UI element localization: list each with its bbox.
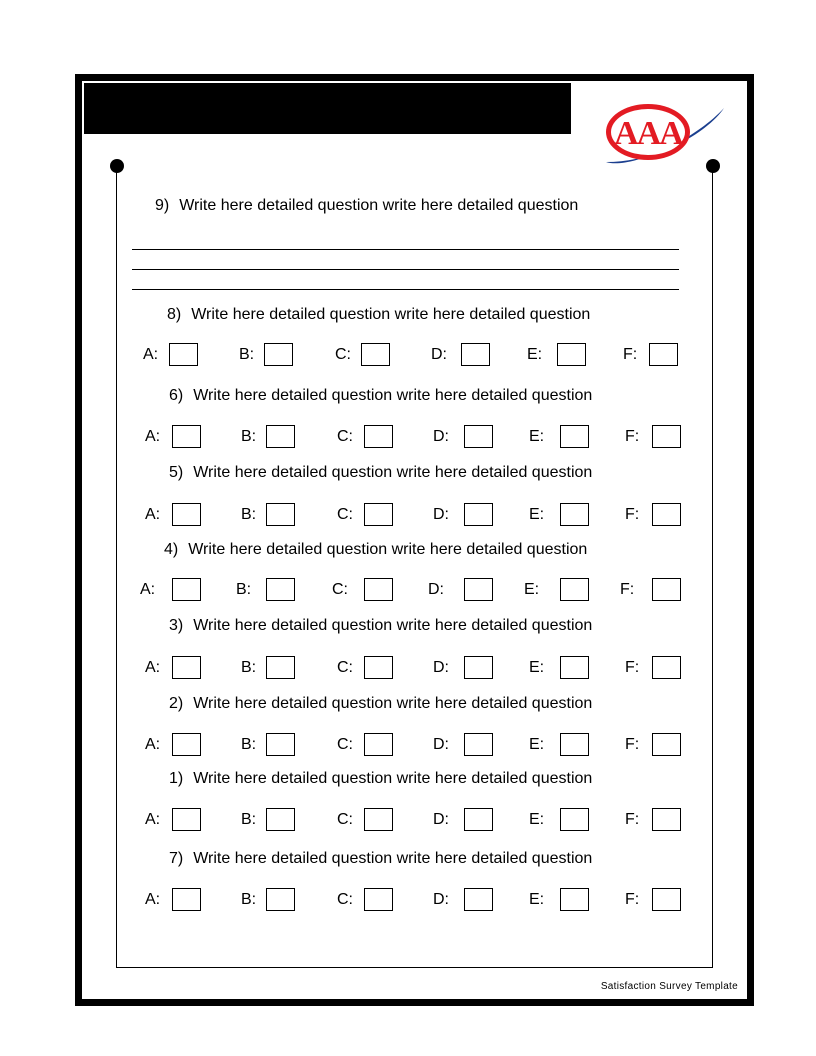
option-checkbox-a[interactable] bbox=[172, 425, 201, 448]
answer-line-1[interactable] bbox=[132, 249, 679, 250]
question-number: 2) bbox=[169, 695, 184, 712]
question-2 bbox=[169, 695, 592, 713]
option-checkbox-f[interactable] bbox=[652, 656, 681, 679]
option-checkbox-b[interactable] bbox=[266, 733, 295, 756]
option-checkbox-c[interactable] bbox=[364, 656, 393, 679]
question-6 bbox=[169, 387, 592, 405]
answer-line-2-dashes: ________ bbox=[132, 261, 181, 269]
option-label-a: A: bbox=[145, 736, 161, 753]
option-label-b: B: bbox=[241, 736, 257, 753]
answer-line-2[interactable] bbox=[132, 269, 679, 270]
option-checkbox-f[interactable] bbox=[652, 733, 681, 756]
option-label-f: F: bbox=[625, 811, 640, 828]
option-checkbox-a[interactable] bbox=[172, 578, 201, 601]
option-label-c: C: bbox=[337, 736, 353, 753]
option-label-c: C: bbox=[337, 811, 353, 828]
option-label-e: E: bbox=[529, 506, 545, 523]
question-5 bbox=[169, 464, 592, 482]
option-label-e: E: bbox=[529, 736, 545, 753]
option-checkbox-e[interactable] bbox=[560, 733, 589, 756]
option-label-b: B: bbox=[236, 581, 252, 598]
option-checkbox-a[interactable] bbox=[169, 343, 198, 366]
option-checkbox-b[interactable] bbox=[266, 808, 295, 831]
option-checkbox-d[interactable] bbox=[464, 888, 493, 911]
option-checkbox-c[interactable] bbox=[364, 888, 393, 911]
option-label-d: D: bbox=[428, 581, 444, 598]
option-checkbox-f[interactable] bbox=[652, 888, 681, 911]
option-label-e: E: bbox=[529, 811, 545, 828]
question-7 bbox=[169, 850, 592, 868]
option-checkbox-c[interactable] bbox=[364, 808, 393, 831]
binder-dot-left bbox=[110, 159, 124, 173]
question-number: 5) bbox=[169, 464, 184, 481]
option-label-d: D: bbox=[433, 736, 449, 753]
option-checkbox-e[interactable] bbox=[560, 425, 589, 448]
option-checkbox-f[interactable] bbox=[652, 425, 681, 448]
option-checkbox-c[interactable] bbox=[364, 733, 393, 756]
option-checkbox-d[interactable] bbox=[464, 425, 493, 448]
option-label-f: F: bbox=[620, 581, 635, 598]
option-label-c: C: bbox=[337, 659, 353, 676]
option-checkbox-a[interactable] bbox=[172, 656, 201, 679]
option-checkbox-d[interactable] bbox=[464, 578, 493, 601]
option-checkbox-c[interactable] bbox=[364, 425, 393, 448]
option-label-b: B: bbox=[241, 659, 257, 676]
option-label-f: F: bbox=[625, 891, 640, 908]
option-label-f: F: bbox=[623, 346, 638, 363]
option-checkbox-b[interactable] bbox=[266, 578, 295, 601]
question-text: Write here detailed question write here detailed question bbox=[191, 306, 591, 323]
question-3 bbox=[169, 617, 592, 635]
option-checkbox-b[interactable] bbox=[266, 503, 295, 526]
option-checkbox-f[interactable] bbox=[649, 343, 678, 366]
option-checkbox-c[interactable] bbox=[364, 503, 393, 526]
option-label-a: A: bbox=[145, 659, 161, 676]
question-text: Write here detailed question write here detailed question bbox=[193, 850, 593, 867]
option-label-d: D: bbox=[433, 428, 449, 445]
question-text: Write here detailed question write here detailed question bbox=[188, 541, 588, 558]
option-label-f: F: bbox=[625, 736, 640, 753]
option-label-b: B: bbox=[241, 428, 257, 445]
question-text: Write here detailed question write here detailed question bbox=[179, 197, 579, 214]
option-label-d: D: bbox=[431, 346, 447, 363]
option-checkbox-f[interactable] bbox=[652, 503, 681, 526]
answer-line-3[interactable] bbox=[132, 289, 679, 290]
option-label-b: B: bbox=[241, 506, 257, 523]
option-label-e: E: bbox=[529, 428, 545, 445]
option-checkbox-a[interactable] bbox=[172, 888, 201, 911]
option-label-c: C: bbox=[337, 891, 353, 908]
question-number: 4) bbox=[164, 541, 179, 558]
question-number: 6) bbox=[169, 387, 184, 404]
option-label-b: B: bbox=[241, 891, 257, 908]
option-label-f: F: bbox=[625, 428, 640, 445]
question-9 bbox=[155, 197, 578, 215]
option-label-d: D: bbox=[433, 891, 449, 908]
answer-line-1-dashes: ________ bbox=[132, 241, 181, 249]
option-checkbox-e[interactable] bbox=[560, 503, 589, 526]
survey-box bbox=[116, 166, 713, 968]
answer-line-3-dashes: ________ bbox=[132, 281, 181, 289]
option-checkbox-d[interactable] bbox=[464, 656, 493, 679]
option-checkbox-c[interactable] bbox=[361, 343, 390, 366]
option-checkbox-e[interactable] bbox=[560, 656, 589, 679]
option-label-d: D: bbox=[433, 506, 449, 523]
option-checkbox-f[interactable] bbox=[652, 808, 681, 831]
option-label-c: C: bbox=[337, 428, 353, 445]
option-checkbox-e[interactable] bbox=[557, 343, 586, 366]
option-label-a: A: bbox=[143, 346, 159, 363]
binder-dot-right bbox=[706, 159, 720, 173]
option-checkbox-e[interactable] bbox=[560, 808, 589, 831]
question-number: 8) bbox=[167, 306, 182, 323]
option-label-a: A: bbox=[145, 811, 161, 828]
option-label-f: F: bbox=[625, 659, 640, 676]
option-checkbox-b[interactable] bbox=[266, 425, 295, 448]
option-checkbox-d[interactable] bbox=[464, 503, 493, 526]
option-checkbox-f[interactable] bbox=[652, 578, 681, 601]
header-bar bbox=[84, 83, 571, 134]
option-label-e: E: bbox=[529, 659, 545, 676]
question-number: 9) bbox=[155, 197, 170, 214]
option-checkbox-d[interactable] bbox=[464, 733, 493, 756]
option-label-a: A: bbox=[140, 581, 156, 598]
option-label-d: D: bbox=[433, 811, 449, 828]
question-1 bbox=[169, 770, 592, 788]
question-number: 7) bbox=[169, 850, 184, 867]
question-8 bbox=[167, 306, 590, 324]
option-label-a: A: bbox=[145, 428, 161, 445]
logo-text: AAA bbox=[614, 115, 682, 152]
option-checkbox-c[interactable] bbox=[364, 578, 393, 601]
option-checkbox-b[interactable] bbox=[266, 888, 295, 911]
footer-text: Satisfaction Survey Template bbox=[600, 981, 738, 992]
question-text: Write here detailed question write here detailed question bbox=[193, 387, 593, 404]
option-checkbox-a[interactable] bbox=[172, 808, 201, 831]
question-number: 1) bbox=[169, 770, 184, 787]
option-label-e: E: bbox=[529, 891, 545, 908]
question-4 bbox=[164, 541, 587, 559]
option-checkbox-d[interactable] bbox=[461, 343, 490, 366]
option-checkbox-a[interactable] bbox=[172, 503, 201, 526]
question-text: Write here detailed question write here detailed question bbox=[193, 770, 593, 787]
option-checkbox-a[interactable] bbox=[172, 733, 201, 756]
option-label-e: E: bbox=[527, 346, 543, 363]
option-label-c: C: bbox=[337, 506, 353, 523]
question-number: 3) bbox=[169, 617, 184, 634]
option-checkbox-b[interactable] bbox=[266, 656, 295, 679]
option-label-a: A: bbox=[145, 506, 161, 523]
question-text: Write here detailed question write here detailed question bbox=[193, 617, 593, 634]
option-label-f: F: bbox=[625, 506, 640, 523]
option-label-c: C: bbox=[332, 581, 348, 598]
option-label-a: A: bbox=[145, 891, 161, 908]
option-label-b: B: bbox=[241, 811, 257, 828]
option-checkbox-e[interactable] bbox=[560, 578, 589, 601]
option-checkbox-d[interactable] bbox=[464, 808, 493, 831]
option-checkbox-e[interactable] bbox=[560, 888, 589, 911]
question-text: Write here detailed question write here detailed question bbox=[193, 695, 593, 712]
option-label-c: C: bbox=[335, 346, 351, 363]
question-text: Write here detailed question write here detailed question bbox=[193, 464, 593, 481]
option-label-e: E: bbox=[524, 581, 540, 598]
option-label-b: B: bbox=[239, 346, 255, 363]
option-label-d: D: bbox=[433, 659, 449, 676]
option-checkbox-b[interactable] bbox=[264, 343, 293, 366]
